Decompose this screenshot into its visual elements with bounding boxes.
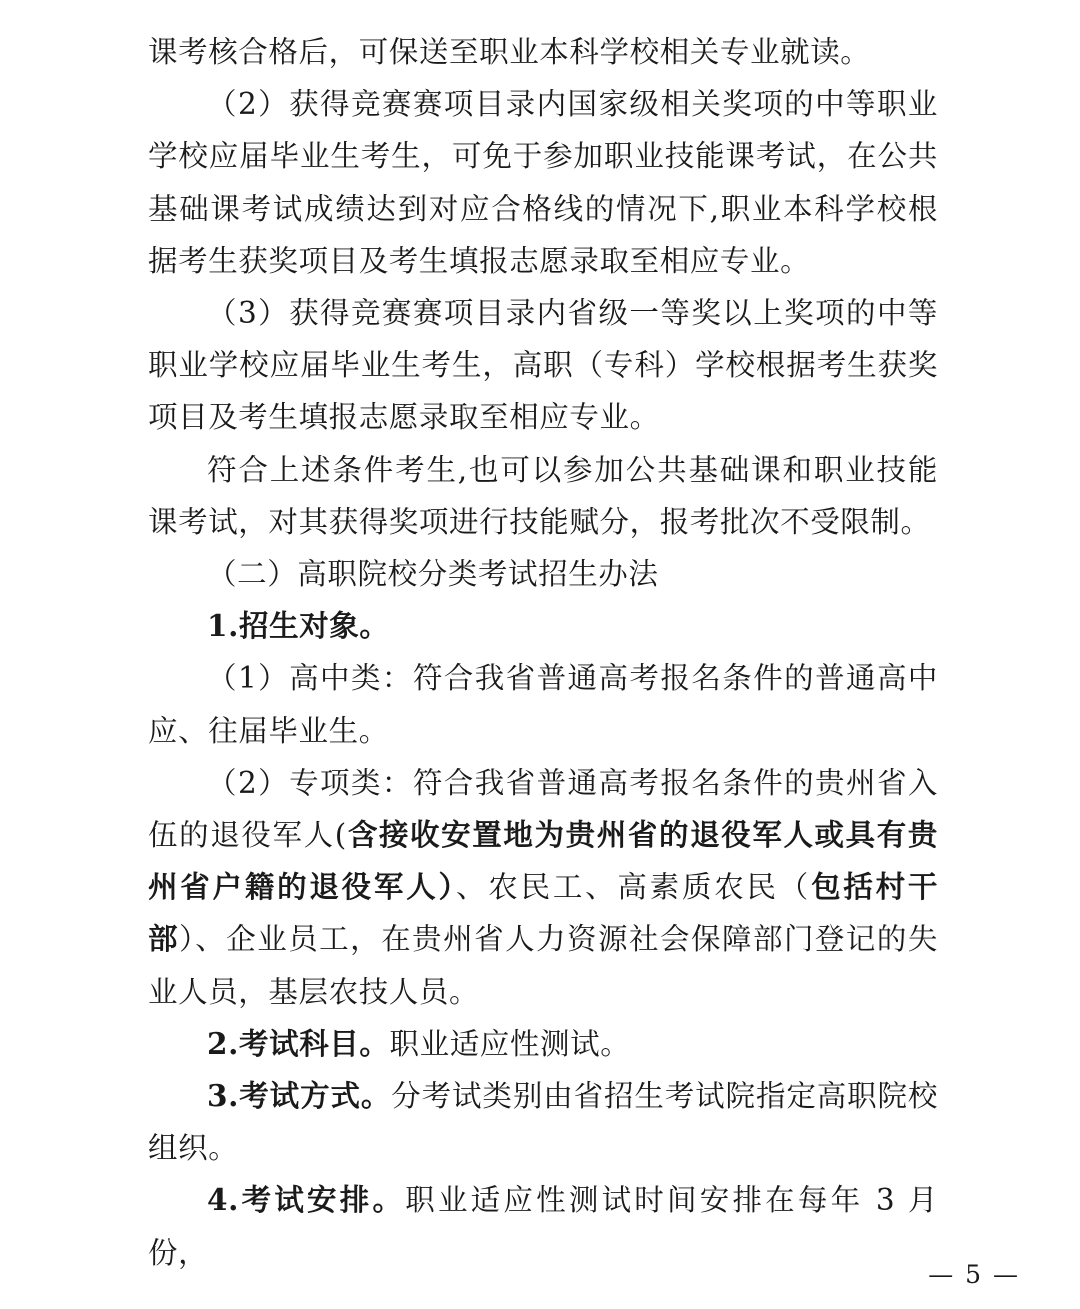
target-special-text-1: （2）专项类：符合我省普通高考报名条件的贵州省入伍的退役军人( [148, 765, 938, 853]
paragraph-item-2: （2）获得竞赛赛项目录内国家级相关奖项的中等职业学校应届毕业生考生，可免于参加职业技能课考试，在公共基础课考试成绩达到对应合格线的情况下,职业本科学校根据考生获奖项目及考生填报志愿录取至相应专业。 [148, 87, 938, 278]
page-number: — 5 — [928, 1260, 1020, 1289]
target-special-bold-1: 含接收安置地为贵州省的退役军人或具有贵州省户籍的退役军人） [148, 817, 938, 905]
document-body [148, 26, 938, 1279]
paragraph-target-special [148, 757, 938, 1018]
target-special-text-3: ）、企业员工，在贵州省人力资源社会保障部门登记的失业人员，基层农技人员。 [148, 922, 938, 1009]
paragraph-continuation: 课考核合格后，可保送至职业本科学校相关专业就读。 [148, 35, 871, 69]
paragraph-heading-admission-targets [148, 600, 938, 652]
heading-label-1: 1.招生对象。 [207, 608, 390, 644]
paragraph-exam-subjects [148, 1018, 938, 1070]
paragraph-section-two-heading: （二）高职院校分类考试招生办法 [207, 557, 659, 592]
paragraph-additional-conditions: 符合上述条件考生,也可以参加公共基础课和职业技能课考试，对其获得奖项进行技能赋分，报考批次不受限制。 [148, 452, 938, 539]
heading-label-4: 4.考试安排。 [207, 1182, 406, 1218]
heading-label-2: 2.考试科目。 [207, 1025, 390, 1061]
exam-method-text: 分考试类别由省招生考试院指定高职院校组织。 [148, 1079, 938, 1166]
heading-label-3: 3.考试方式。 [207, 1078, 392, 1114]
target-special-text-2: 、农民工、高素质农民（ [456, 870, 812, 905]
paragraph-exam-method [148, 1070, 938, 1174]
target-special-bold-2: 包括村干部 [148, 869, 938, 957]
paragraph-exam-schedule [148, 1174, 938, 1278]
exam-subjects-text: 职业适应性测试。 [389, 1026, 631, 1061]
paragraph-target-high-school: （1）高中类：符合我省普通高考报名条件的普通高中应、往届毕业生。 [148, 661, 938, 748]
paragraph-item-3: （3）获得竞赛赛项目录内省级一等奖以上奖项的中等职业学校应届毕业生考生，高职（专科）学校根据考生获奖项目及考生填报志愿录取至相应专业。 [148, 296, 938, 435]
exam-schedule-text: 职业适应性测试时间安排在每年 3 月份， [148, 1183, 939, 1270]
